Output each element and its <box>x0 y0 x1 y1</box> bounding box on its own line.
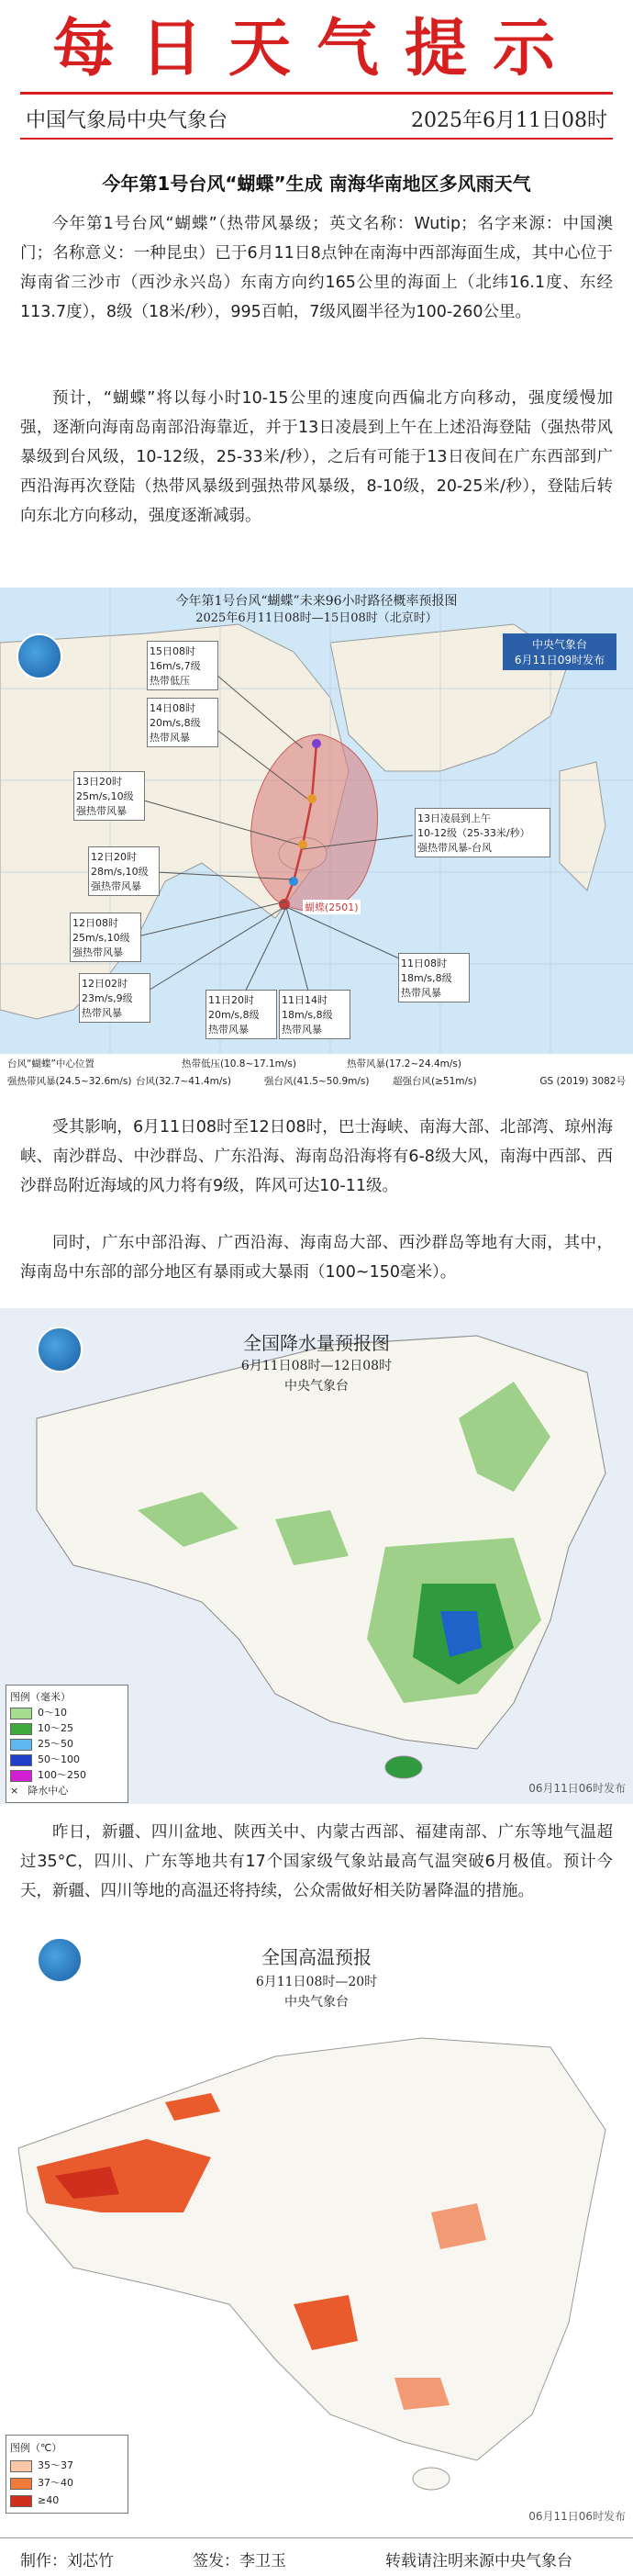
paragraph-rain-impact: 同时，广东中部沿海、广西沿海、海南岛大部、西沙群岛等地有大雨，其中，海南岛中东部的部分地区有暴雨或大暴雨（100~150毫米）。 <box>20 1234 613 1282</box>
callout-14d08: 14日08时 20m/s,8级 热带风暴 <box>147 698 218 747</box>
issuer-badge <box>503 633 616 670</box>
typhoon-track-map <box>0 588 633 1092</box>
callout-12d20: 12日20时 28m/s,10级 强热带风暴 <box>88 846 160 896</box>
rain-map-issuer: 中央气象台 <box>284 1379 349 1394</box>
issuer-name: 中央气象台 <box>531 638 587 651</box>
typhoon-map-title: 今年第1号台风“蝴蝶”未来96小时路径概率预报图 <box>175 594 458 609</box>
cma-logo-icon <box>17 633 62 679</box>
callout-13d20: 13日20时 25m/s,10级 强热带风暴 <box>73 771 145 821</box>
typhoon-map-subtitle: 2025年6月11日08时—15日08时（北京时） <box>195 611 438 625</box>
footer-reviewer: 签发：李卫玉 <box>193 2552 286 2570</box>
typhoon-current-label: 蝴蝶(2501) <box>305 902 359 913</box>
temp-map-issuer: 中央气象台 <box>284 1995 349 2010</box>
high-temp-map <box>0 1919 633 2534</box>
masthead-title: 每日天气提示 <box>51 12 581 85</box>
rain-legend: 图例（毫米） 0～10 10～25 25～50 50～100 100～250 × 降水中心 <box>6 1685 128 1803</box>
callout-11d14: 11日14时 18m/s,8级 热带风暴 <box>279 990 350 1039</box>
masthead-org: 中国气象局中央气象台 <box>26 109 228 132</box>
temp-map-stamp: 06月11日06时发布 <box>528 2510 626 2523</box>
typhoon-legend: 台风“蝴蝶”中心位置 热带低压(10.8~17.1m/s) 热带风暴(17.2~24.4m/s) 强热带风暴(24.5~32.6m/s) 台风(32.7~41.4m/s) 强台风(41.5~50.9m/s) 超强台风(≥51m/s) <box>7 1058 477 1087</box>
masthead <box>0 0 633 147</box>
paragraph-typhoon-formation: 今年第1号台风“蝴蝶”（热带风暴级；英文名称：Wutip；名字来源：中国澳门；名称意义：一种昆虫）已于6月11日8点钟在南海中西部海面生成，其中心位于海南省三沙市（西沙永兴岛）东南方向约165公里的海面上（北纬16.1度、东经113.7度），8级（18米/秒），995百帕，7级风圈半径为100-260公里。 <box>20 215 613 321</box>
gs-number: GS (2019) 3082号 <box>539 1076 626 1087</box>
masthead-rule-bottom <box>20 138 613 140</box>
rain-map-stamp: 06月11日06时发布 <box>528 1782 626 1795</box>
callout-13d-landfall: 13日凌晨到上午 10-12级（25-33米/秒） 强热带风暴-台风 <box>415 808 550 857</box>
callout-15d08: 15日08时 16m/s,7级 热带低压 <box>147 641 218 690</box>
paragraph-forecast-track: 预计，“蝴蝶”将以每小时10-15公里的速度向西偏北方向移动，强度缓慢加强，逐渐向海南岛南部沿海靠近，并于13日凌晨到上午在上述沿海登陆（强热带风暴级到台风级，10-12级，25-33米/秒），之后有可能于13日夜间在广东西部到广西沿海再次登陆（热带风暴级到强热带风暴级，8-10级，20-25米/秒），登陆后转向东北方向移动，强度逐渐减弱。 <box>20 389 613 525</box>
callout-11d20: 11日20时 20m/s,8级 热带风暴 <box>205 990 277 1039</box>
masthead-rule-top <box>20 92 613 95</box>
temp-map-title: 全国高温预报 <box>261 1946 372 1968</box>
footer-writer: 制作：刘芯竹 <box>20 2552 114 2570</box>
headline: 今年第1号台风“蝴蝶”生成 南海华南地区多风雨天气 <box>102 173 531 195</box>
temp-legend: 图例（℃） 35～37 37～40 ≥40 <box>6 2435 128 2514</box>
rain-map-subtitle: 6月11日08时—12日08时 <box>240 1359 393 1373</box>
paragraph-high-temperature: 昨日，新疆、四川盆地、陕西关中、内蒙古西部、福建南部、广东等地气温超过35°C，四川、广东等地共有17个国家级气象站最高气温突破6月极值。预计今天，新疆、四川等地的高温还将持续，公众需做好相关防暑降温的措施。 <box>20 1823 613 1900</box>
paragraph-wind-impact: 受其影响，6月11日08时至12日08时，巴士海峡、南海大部、北部湾、琼州海峡、南沙群岛、中沙群岛、广东沿海、海南岛沿海将有6-8级大风，南海中西部、西沙群岛附近海域的风力将有9级，阵风可达10-11级。 <box>20 1118 613 1195</box>
temp-map-subtitle: 6月11日08时—20时 <box>255 1975 378 1989</box>
issue-time: 6月11日09时发布 <box>514 654 605 666</box>
footer-note: 转载请注明来源中央气象台 <box>385 2552 572 2570</box>
rain-forecast-map <box>0 1308 633 1804</box>
callout-12d08: 12日08时 25m/s,10级 强热带风暴 <box>70 913 141 962</box>
callout-11d08: 11日08时 18m/s,8级 热带风暴 <box>398 953 470 1002</box>
temp-legend-title: 图例（℃） <box>10 2442 62 2454</box>
rain-map-title: 全国降水量预报图 <box>243 1332 390 1354</box>
callout-12d02: 12日02时 23m/s,9级 热带风暴 <box>79 973 150 1023</box>
masthead-date: 2025年6月11日08时 <box>411 109 607 132</box>
rain-legend-title: 图例（毫米） <box>10 1691 71 1703</box>
footer <box>0 2538 633 2576</box>
